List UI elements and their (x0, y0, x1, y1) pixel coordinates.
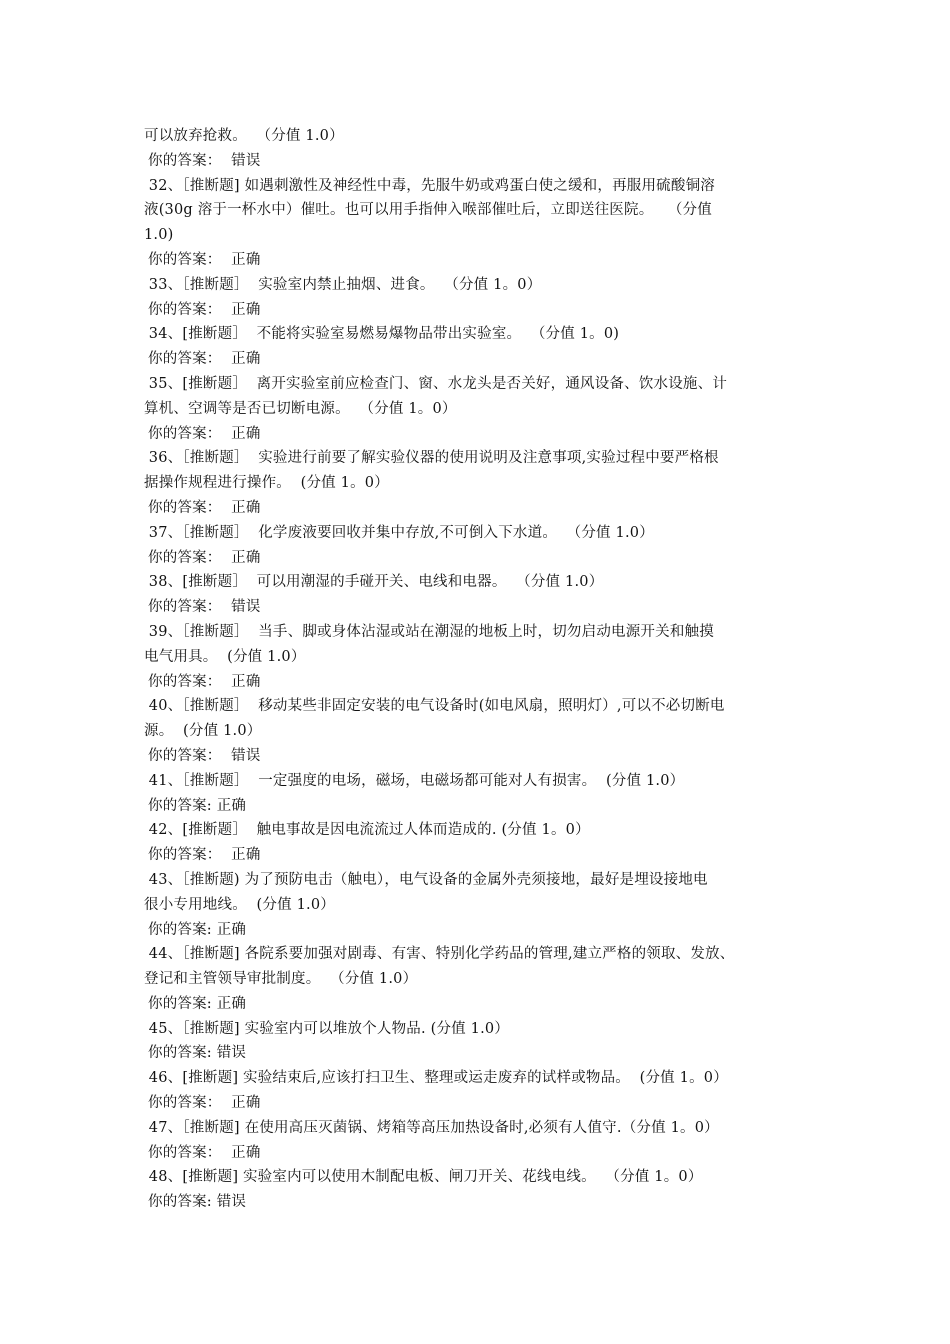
answer-line: 你的答案： 正确 (148, 499, 261, 516)
question-text-line: 47、［推断题] 在使用高压灭菌锅、烤箱等高压加热设备时,必须有人值守.（分值 1。0） (144, 1119, 719, 1136)
question-text-line: 45、［推断题] 实验室内可以堆放个人物品. (分值 1.0） (144, 1020, 510, 1037)
question-list (144, 124, 819, 1215)
answer-line: 你的答案： 正确 (148, 251, 261, 268)
question-text-line: 40、［推断题］ 移动某些非固定安装的电气设备时(如电风扇，照明灯）,可以不必切断电 (144, 698, 725, 715)
question-text-line: 33、［推断题］ 实验室内禁止抽烟、进食。 （分值 1。0） (144, 276, 542, 293)
question-text-line: 41、［推断题］ 一定强度的电场，磁场，电磁场都可能对人有损害。 (分值 1.0） (144, 772, 685, 789)
answer-line: 你的答案： 错误 (148, 747, 261, 764)
answer-line: 你的答案： 错误 (148, 152, 261, 169)
answer-line: 你的答案： 正确 (148, 673, 261, 690)
question-text-line: 源。 (分值 1.0） (144, 723, 262, 740)
question-text-line: 登记和主管领导审批制度。 （分值 1.0） (144, 971, 418, 988)
question-text-line: 46、[推断题] 实验结束后,应该打扫卫生、整理或运走废弃的试样或物品。 (分值 1。0） (144, 1070, 728, 1087)
question-text-line: 43、［推断题) 为了预防电击（触电），电气设备的金属外壳须接地，最好是埋设接地电 (144, 871, 708, 888)
question-text-line: 48、[推断题] 实验室内可以使用木制配电板、闸刀开关、花线电线。 （分值 1。0） (144, 1169, 703, 1186)
question-text-line: 算机、空调等是否已切断电源。 （分值 1。0） (144, 400, 457, 417)
question-text-line: 据操作规程进行操作。 (分值 1。0） (144, 475, 389, 492)
question-text-line: 35、[推断题］ 离开实验室前应检查门、窗、水龙头是否关好，通风设备、饮水设施、计 (144, 375, 728, 392)
answer-line: 你的答案： 错误 (148, 599, 261, 616)
question-text-line: 电气用具。 (分值 1.0） (144, 648, 306, 665)
answer-line: 你的答案： 正确 (148, 549, 261, 566)
question-text-line: 32、［推断题] 如遇刺激性及神经性中毒，先服牛奶或鸡蛋白使之缓和，再服用硫酸铜溶 (144, 177, 715, 194)
answer-line: 你的答案: 正确 (148, 797, 247, 814)
question-text-line: 34、[推断题］ 不能将实验室易燃易爆物品带出实验室。 （分值 1。0) (144, 326, 620, 343)
question-text-line: 很小专用地线。 (分值 1.0） (144, 896, 335, 913)
question-text-line: 42、[推断题］ 触电事故是因电流流过人体而造成的. (分值 1。0） (144, 822, 590, 839)
answer-line: 你的答案: 正确 (148, 921, 247, 938)
answer-line: 你的答案: 正确 (148, 995, 247, 1012)
answer-line: 你的答案： 正确 (148, 847, 261, 864)
question-text-line: 36、［推断题］ 实验进行前要了解实验仪器的使用说明及注意事项,实验过程中要严格根 (144, 450, 719, 467)
question-text-line: 液(30g 溶于一杯水中）催吐。也可以用手指伸入喉部催吐后，立即送往医院。 （分值 (144, 202, 712, 219)
question-text-line: 38、[推断题］ 可以用潮湿的手碰开关、电线和电器。 （分值 1.0） (144, 574, 604, 591)
answer-line: 你的答案: 错误 (148, 1194, 247, 1211)
question-text-line: 1.0) (144, 227, 174, 244)
answer-line: 你的答案： 正确 (148, 301, 261, 318)
answer-line: 你的答案： 正确 (148, 425, 261, 442)
question-text-line: 可以放弃抢救。 （分值 1.0） (144, 128, 344, 144)
answer-line: 你的答案： 正确 (148, 351, 261, 368)
answer-line: 你的答案: 错误 (148, 1045, 247, 1062)
answer-line: 你的答案： 正确 (148, 1095, 261, 1112)
question-text-line: 39、［推断题］ 当手、脚或身体沾湿或站在潮湿的地板上时，切勿启动电源开关和触摸 (144, 623, 714, 640)
answer-line: 你的答案： 正确 (148, 1144, 261, 1161)
question-text-line: 44、［推断题] 各院系要加强对剧毒、有害、特别化学药品的管理,建立严格的领取、发放、 (144, 946, 735, 963)
question-text-line: 37、［推断题］ 化学废液要回收并集中存放,不可倒入下水道。 （分值 1.0） (144, 524, 654, 541)
